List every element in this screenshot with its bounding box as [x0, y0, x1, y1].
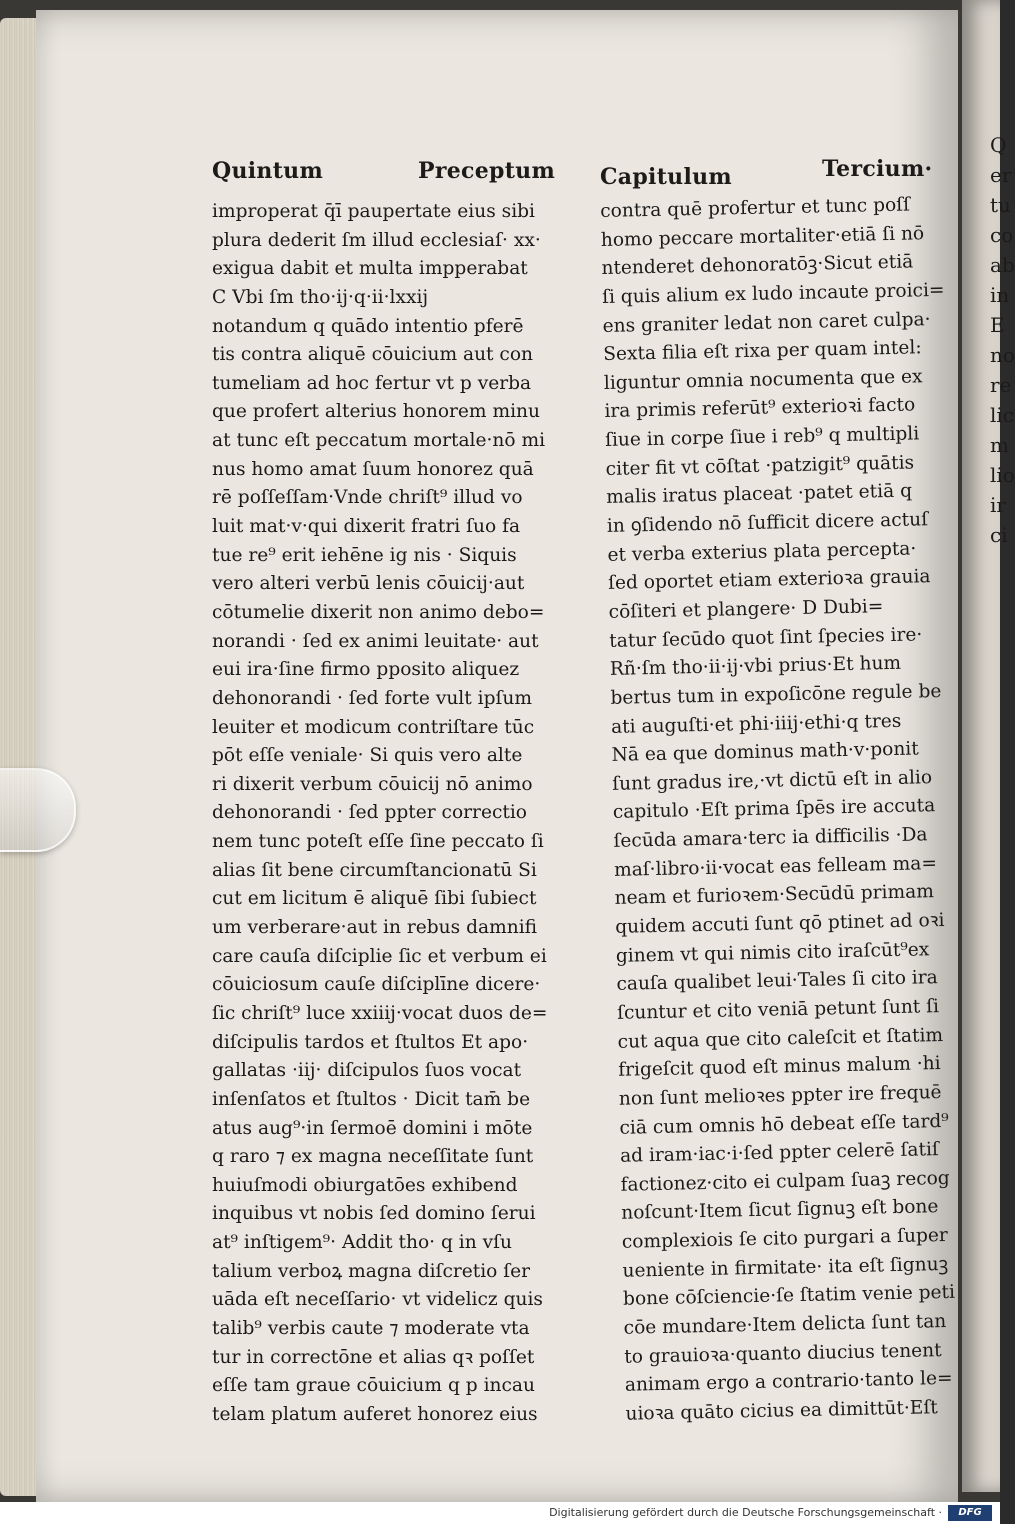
text-line: ciā cum omnis hō debeat eſſe tard⁹ [619, 1110, 949, 1139]
text-line: homo peccare mortaliter·etiā ſi nō [600, 222, 925, 251]
text-line: improperat q̄ī paupertate eius sibi [212, 201, 536, 222]
header-right-verso: Capitulum [600, 164, 732, 190]
text-line: in ꝯſidendo nō ſufficit dicere actuſ [606, 509, 929, 537]
text-line: care cauſa diſciplie ſic et verbum ei [212, 945, 547, 967]
text-line: C Vbi ſm tho·ij·q·ii·lxxij [212, 286, 429, 308]
text-line: ſecūda amara·terc ia difficilis ·Da [613, 824, 928, 852]
text-line: complexiois ſe cito purgari a ſuper [621, 1225, 949, 1253]
text-line: ueniente in firmitate· ita eſt ſignuꝫ [622, 1253, 949, 1282]
text-line: at⁹ inſtigem⁹· Addit tho· q in vſu [212, 1232, 512, 1254]
text-line: ri dixerit verbum cōuicij nō animo [212, 773, 533, 795]
text-line: tatur ſecūdo quot ſint ſpecies ire· [609, 623, 923, 652]
text-line: dehonorandi · ſed ppter correctio [212, 802, 527, 824]
text-line: non ſunt melioꝛes ppter ire frequē [618, 1081, 942, 1110]
text-line: cōſiteri et plangere· D Dubi= [608, 596, 884, 623]
text-line: animam ergo a contrario·tanto le= [624, 1368, 953, 1397]
text-line: luit mat·v·qui dixerit fratri ſuo fa [212, 516, 521, 538]
text-line: tur in correctōne et alias qꝛ poſſet [212, 1346, 535, 1368]
header-left-title: Preceptum [418, 158, 556, 184]
text-line: notandum q quādo intentio pferē [212, 315, 524, 337]
text-line: Rñ·ſm tho·ii·ij·vbi prius·Et hum [609, 653, 902, 681]
text-line: gallatas ·iij· diſcipulos ſuos vocat [212, 1060, 522, 1082]
text-line: telam platum auferet honorez eius [212, 1403, 538, 1425]
text-line: ſcuntur et cito veniā petunt ſunt ſi [616, 996, 940, 1024]
text-line: tue re⁹ erit iehēne ig nis · Siquis [212, 544, 517, 566]
text-line: rē poſſeſſam·Vnde chriſt⁹ illud vo [212, 487, 523, 509]
text-line: noſcunt·Item ſicut ſignuꝫ eſt bone [621, 1196, 939, 1225]
text-line: q raro ⁊ ex magna neceſſitate ſunt [212, 1146, 534, 1168]
text-line: dehonorandi · ſed forte vult ipſum [212, 687, 532, 709]
text-line: bertus tum in expoſicōne regule be [610, 680, 942, 709]
text-line: frigeſcit quod eſt minus malum ·hi [618, 1053, 941, 1082]
text-line: liguntur omnia nocumenta que ex [603, 366, 923, 394]
text-line: alias ſit bene circumſtancionatū Si [212, 859, 537, 881]
text-line: cōuiciosum cauſe diſciplīne dicere· [212, 974, 541, 996]
text-line: diſcipulis tardos et ſtultos Et apo· [212, 1031, 529, 1053]
text-line: cut aqua que cito caleſcit et ſtatim [617, 1024, 944, 1053]
text-line: ſi quis alium ex ludo incaute proici= [601, 279, 945, 308]
facing-page-fragments: Q er tu co ab in E no re lic m lio ir ci [990, 133, 1015, 547]
text-line: talib⁹ verbis caute ⁊ moderate vta [212, 1317, 530, 1339]
text-line: maſ·libro·ii·vocat eas felleam ma= [613, 852, 938, 881]
text-line: ad iram·iac·i·ſed ppter celerē ſatiſ [619, 1139, 940, 1167]
text-line: quidem accuti ſunt qō ptinet ad oꝛi [615, 909, 945, 938]
text-line: leuiter et modicum contriſtare tūc [212, 716, 535, 738]
text-line: ira primis referūt⁹ exterioꝛi facto [604, 394, 916, 423]
text-line: citer fit vt cōſtat ·patzigit⁹ quātis [605, 452, 915, 480]
text-line: ſunt gradus ire,·vt dictū eſt in alio [612, 766, 933, 795]
text-line: pōt eſſe veniale· Si quis vero alte [212, 745, 523, 767]
text-line: cōtumelie dixerit non animo debo= [212, 601, 545, 623]
text-line: contra quē profertur et tunc poſſ [600, 194, 911, 222]
text-line: plura dederit ſm illud ecclesiaſ· xx· [212, 229, 541, 251]
text-line: capitulo ·Eſt prima ſpēs ire accuta [612, 795, 936, 824]
text-line: inquibus vt nobis ſed domino ſerui [212, 1203, 536, 1225]
footer-bar [0, 1502, 1000, 1524]
text-line: malis iratus placeat ·patet etiā q [606, 480, 913, 509]
text-line: talium verboꝝ magna diſcretio ſer [212, 1260, 531, 1282]
text-line: uāda eſt neceſſario· vt videlicz quis [212, 1289, 543, 1311]
text-line: nus homo amat ſuum honorez quā [212, 458, 534, 480]
page-clip [0, 768, 76, 852]
text-line: um verberare·aut in rebus damnifi [212, 917, 538, 939]
text-line: ginem vt qui nimis cito iraſcūt⁹ex [615, 938, 930, 967]
text-line: cauſa qualibet leui·Tales ſi cito ira [616, 967, 938, 996]
left-text-column [212, 198, 548, 1430]
text-line: factionez·cito ei culpam ſuaꝫ recog [620, 1167, 950, 1196]
text-line: nem tunc poteſt eſſe ſine peccato ſi [212, 831, 544, 853]
text-line: atus aug⁹·in ſermoē domini i mōte [212, 1117, 533, 1139]
text-line: inſenſatos et ſtultos · Dicit tam̄ be [212, 1088, 531, 1110]
text-line: eui ira·ſine firmo pposito aliquez [212, 659, 520, 681]
text-line: exigua dabit et multa impperabat [212, 258, 528, 280]
text-line: vero alteri verbū lenis cōuicij·aut [212, 573, 525, 595]
text-line: ens graniter ledat non caret culpa· [602, 308, 931, 337]
text-line: ntenderet dehonoratōꝫ·Sicut etiā [601, 251, 914, 280]
text-line: et verba exterius plata percepta· [607, 538, 917, 566]
text-line: to grauioꝛa·quanto diucius tenent [624, 1339, 942, 1368]
text-line: norandi · ſed ex animi leuitate· aut [212, 630, 539, 652]
text-line: tumeliam ad hoc fertur vt p verba [212, 372, 532, 394]
footer-credit: Digitalisierung gefördert durch die Deutsche Forschungsgemeinschaft · [549, 1506, 942, 1519]
text-line: ſed oportet etiam exterioꝛa grauia [607, 566, 931, 595]
text-line: cōe mundare·Item delicta ſunt tan [623, 1310, 947, 1339]
text-line: cut em licitum ē aliquē ſibi ſubiect [212, 888, 537, 910]
text-line: Nā ea que dominus math·v·ponit [611, 738, 919, 767]
dfg-logo: DFG [948, 1505, 992, 1521]
text-line: ati auguſti·et phi·iiij·ethi·q tres [610, 710, 902, 738]
text-line: ſiue in corpe ſiue i reb⁹ q multipli [604, 423, 920, 452]
right-text-column [600, 191, 956, 1429]
text-line: neam et furioꝛem·Secūdū primam [614, 881, 935, 910]
text-line: ſic chriſt⁹ luce xxiiij·vocat duos de= [212, 1002, 548, 1024]
text-line: eſſe tam graue cōuicium q p incau [212, 1375, 535, 1397]
text-line: bone cōſciencie·ſe ſtatim venie peti [622, 1282, 956, 1311]
text-line: huiuſmodi obiurgatōes exhibend [212, 1174, 518, 1196]
text-line: uioꝛa quāto cicius ea dimittūt·Eſt [625, 1397, 938, 1425]
text-line: que profert alterius honorem minu [212, 401, 541, 423]
text-line: at tunc eſt peccatum mortale·nō mi [212, 430, 546, 452]
header-right-title: Tercium· [822, 156, 933, 182]
text-line: Sexta filia eſt rixa per quam intel: [603, 337, 922, 366]
text-line: tis contra aliquē cōuicium aut con [212, 344, 534, 366]
header-left-verso: Quintum [212, 158, 324, 184]
